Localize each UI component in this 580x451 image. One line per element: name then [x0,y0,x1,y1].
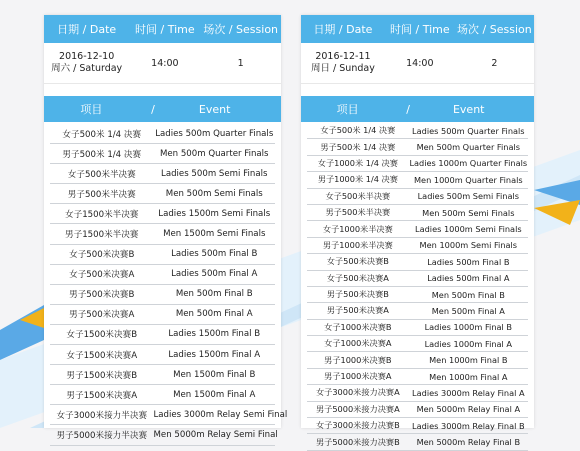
event-name-zh: 女子3000米接力决赛A [315,387,400,398]
event-row [50,265,275,285]
event-row [50,245,275,265]
event-row [50,144,275,164]
event-row [307,238,528,254]
event-name-en: Men 1500m Final B [173,369,256,380]
event-name-en: Men 5000m Relay Final A [416,404,521,415]
event-row [307,189,528,205]
date-cell [44,51,129,75]
event-name-en: Ladies 500m Semi Finals [417,191,520,202]
event-name-zh: 女子500米 1/4 决赛 [320,125,396,136]
event-name-zh: 男子5000米接力半决赛 [56,430,148,441]
event-name-en: Ladies 3000m Relay Final B [412,420,525,431]
date-value: 2016-12-11 [315,51,371,62]
event-row [50,425,278,445]
event-row [307,123,528,139]
event-name-en: Ladies 1500m Final B [168,329,261,340]
event-name-zh: 男子1500米决赛B [66,370,138,381]
event-name-en: Men 500m Final A [175,309,253,320]
event-name-zh: 女子1000米半决赛 [322,223,393,234]
event-name-zh: 女子1000米决赛B [324,321,392,332]
event-name-zh: 女子500米决赛B [69,250,135,261]
session-header-label: 场次 / Session [457,23,532,36]
event-row [50,385,275,405]
time-header: 时间 / Time [135,23,195,36]
event-name-zh: 女子1500米决赛A [66,350,138,361]
event-name-en: Men 500m Quarter Finals [159,148,269,159]
event-name-en: Ladies 500m Semi Finals [161,168,268,179]
event-name-en: Men 500m Semi Finals [165,188,263,199]
event-row [307,271,528,287]
event-name-en: Men 500m Final A [431,305,505,316]
event-name-zh: 男子500米决赛B [69,290,135,301]
event-name-zh: 女子1000米 1/4 决赛 [317,157,398,168]
event-name-zh: 女子500米半决赛 [325,190,391,201]
event-name-zh: 女子3000米接力决赛B [315,420,400,431]
event-header-en: Event [452,102,485,116]
event-name-zh: 男子500米 1/4 决赛 [62,149,142,160]
event-name-en: Men 1500m Final A [173,389,256,400]
event-row [307,385,528,401]
event-name-en: Men 500m Final B [431,289,505,300]
event-row [307,303,528,319]
event-row [50,345,275,365]
event-header-zh: 项目 [80,103,103,116]
event-name-zh: 女子1500米半决赛 [65,209,139,220]
event-row [50,305,275,325]
event-name-en: Men 1000m Quarter Finals [413,174,523,185]
event-name-zh: 男子500米决赛A [69,310,135,321]
event-name-zh: 女子500米 1/4 决赛 [62,129,142,140]
event-name-en: Ladies 3000m Relay Semi Final [153,409,288,420]
event-row [50,204,275,224]
event-name-en: Ladies 1500m Semi Finals [158,208,271,219]
event-name-en: Ladies 1500m Final A [168,349,261,360]
event-name-zh: 男子1000米决赛B [324,354,392,365]
event-row [307,139,528,155]
event-header-en: Event [198,102,231,116]
event-name-en: Ladies 500m Quarter Finals [155,128,274,139]
schedule-panel-day2 [301,15,534,448]
date-cell [301,51,385,75]
event-name-zh: 男子500米半决赛 [325,207,391,218]
event-name-en: Men 1000m Semi Finals [419,240,518,251]
event-name-zh: 男子1000米决赛A [324,371,392,382]
event-name-zh: 男子500米半决赛 [67,189,136,200]
event-row [50,285,275,305]
session-info-row [301,43,534,84]
event-row [50,405,288,425]
event-name-zh: 男子500米决赛A [326,305,389,316]
event-name-en: Ladies 1000m Semi Finals [415,224,522,235]
event-name-zh: 男子5000米接力决赛A [315,403,400,414]
event-row [307,352,528,368]
event-name-en: Ladies 3000m Relay Final A [412,387,525,398]
event-row [307,254,528,270]
event-row [307,369,528,385]
event-name-zh: 男子1500米半决赛 [65,230,139,241]
event-name-en: Men 5000m Relay Semi Final [153,429,278,440]
event-row [50,184,275,204]
event-name-en: Ladies 1000m Quarter Finals [409,158,528,169]
event-name-en: Ladies 500m Final B [427,256,510,267]
date-header: 日期 / Date [57,23,117,36]
event-header-slash: / [406,102,411,116]
event-name-zh: 女子500米决赛A [69,270,135,281]
event-name-zh: 男子500米 1/4 决赛 [320,141,396,152]
event-row [50,124,275,144]
time-value: 14:00 [406,57,434,69]
date-value: 2016-12-10 [59,51,115,62]
event-header-slash: / [151,102,155,116]
event-header [301,96,534,122]
session-info-row [44,43,281,84]
session-value: 1 [237,57,244,69]
event-name-zh: 女子500米决赛A [326,272,389,283]
schedule-panel-day1 [44,15,288,441]
event-name-en: Ladies 500m Final A [427,273,510,284]
event-name-zh: 女子500米半决赛 [67,169,136,180]
event-list [301,122,534,451]
date-header: 日期 / Date [313,23,373,36]
event-name-zh: 女子1000米决赛A [324,338,392,349]
event-row [307,172,528,188]
event-name-en: Men 500m Quarter Finals [416,142,521,153]
event-name-zh: 女子1500米决赛B [66,330,138,341]
event-header [44,96,281,122]
event-row [307,320,528,336]
event-name-zh: 男子5000米接力决赛B [315,436,400,447]
event-row [307,336,528,352]
event-name-en: Men 500m Final B [175,289,253,300]
event-list [44,122,288,446]
session-header [301,15,534,43]
event-name-zh: 女子500米决赛B [326,256,389,267]
event-row [50,224,275,244]
event-name-zh: 男子1000米半决赛 [322,239,393,250]
event-name-en: Ladies 500m Quarter Finals [412,125,525,136]
event-name-en: Men 1500m Semi Finals [163,229,266,240]
event-row [50,325,275,345]
event-header-zh: 项目 [336,103,359,116]
event-name-zh: 男子1500米决赛A [66,390,138,401]
event-name-en: Ladies 500m Final B [171,249,258,260]
weekday-value: 周六 / Saturday [51,63,123,74]
event-name-en: Men 500m Semi Finals [422,207,515,218]
event-name-zh: 女子3000米接力半决赛 [56,410,148,421]
event-name-en: Men 1000m Final B [429,355,508,366]
event-name-zh: 男子1000米 1/4 决赛 [317,174,398,185]
weekday-value: 周日 / Sunday [311,63,375,74]
session-header [44,15,281,43]
event-name-en: Men 1000m Final A [429,371,508,382]
time-value: 14:00 [151,57,179,69]
event-row [307,156,528,172]
event-row [307,287,528,303]
event-name-en: Ladies 1000m Final B [424,322,513,333]
event-row [307,205,528,221]
session-value: 2 [491,57,498,69]
event-row [307,221,528,237]
event-row [50,365,275,385]
time-header: 时间 / Time [390,23,450,36]
event-row [307,402,528,418]
event-name-en: Ladies 1000m Final A [424,338,513,349]
event-row [50,164,275,184]
event-row [307,418,528,434]
event-name-en: Men 5000m Relay Final B [416,437,521,448]
event-row [307,434,528,450]
event-name-en: Ladies 500m Final A [171,269,258,280]
session-header-label: 场次 / Session [203,23,279,36]
event-name-zh: 男子500米决赛B [326,289,389,300]
